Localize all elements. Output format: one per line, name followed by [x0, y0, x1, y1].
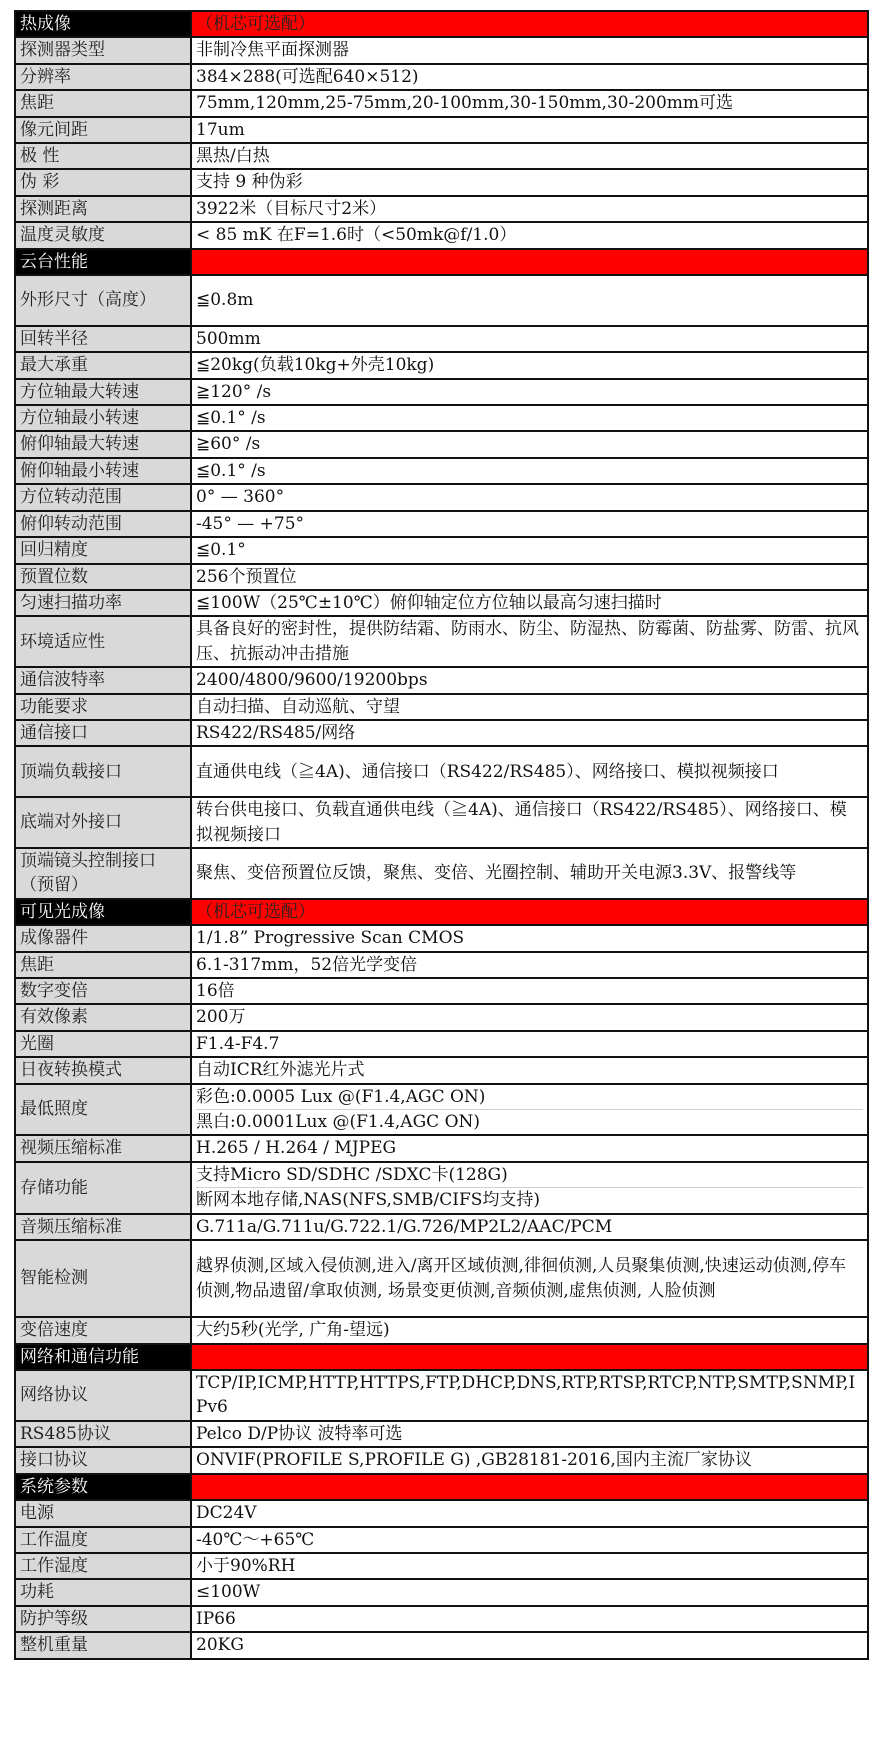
spec-label: 成像器件 — [15, 925, 191, 951]
spec-value — [191, 537, 868, 563]
spec-label: 最低照度 — [15, 1084, 191, 1136]
section-title: 云台性能 — [15, 249, 191, 275]
spec-label: 顶端负载接口 — [15, 746, 191, 797]
spec-value-line: 1/1.8” Progressive Scan CMOS — [196, 928, 465, 949]
spec-value-line: 256个预置位 — [196, 566, 297, 587]
spec-value-line: ≦0.1° /s — [196, 460, 266, 481]
spec-value-line: < 85 mK 在F=1.6时（<50mk@f/1.0） — [196, 225, 517, 246]
spec-value — [191, 667, 868, 693]
spec-row — [15, 616, 868, 667]
spec-value — [191, 511, 868, 537]
spec-value — [191, 222, 868, 248]
spec-value — [191, 1004, 868, 1030]
spec-value-line: 6.1-317mm，52倍光学变倍 — [196, 954, 418, 975]
spec-row — [15, 1500, 868, 1526]
spec-value — [191, 431, 868, 457]
spec-label: 俯仰转动范围 — [15, 511, 191, 537]
spec-value-line: 20KG — [196, 1635, 244, 1656]
spec-label: 回归精度 — [15, 537, 191, 563]
spec-value — [191, 952, 868, 978]
spec-value — [191, 1500, 868, 1526]
spec-row — [15, 848, 868, 899]
spec-value-line: ≦20kg(负载10kg+外壳10kg) — [196, 355, 435, 376]
section-title: 网络和通信功能 — [15, 1344, 191, 1370]
spec-row — [15, 1553, 868, 1579]
spec-value — [191, 848, 868, 899]
section-note: （机芯可选配） — [191, 899, 868, 925]
spec-label: 伪 彩 — [15, 169, 191, 195]
spec-row — [15, 484, 868, 510]
spec-row — [15, 720, 868, 746]
spec-value-line: ≧60° /s — [196, 434, 261, 455]
spec-value-line: 支持Micro SD/SDHC /SDXC卡(128G) — [196, 1164, 508, 1185]
section-header — [15, 1344, 868, 1370]
spec-row — [15, 1447, 868, 1473]
spec-label: 功耗 — [15, 1579, 191, 1605]
section-header — [15, 249, 868, 275]
spec-value-line: 3922米（目标尺寸2米） — [196, 198, 387, 219]
section-note — [191, 1474, 868, 1500]
spec-value-line: 聚焦、变倍预置位反馈，聚焦、变倍、光圈控制、辅助开关电源3.3V、报警线等 — [196, 863, 797, 884]
spec-row — [15, 1057, 868, 1083]
spec-value — [191, 1579, 868, 1605]
section-title: 可见光成像 — [15, 899, 191, 925]
spec-label: 音频压缩标准 — [15, 1214, 191, 1240]
spec-label: 方位转动范围 — [15, 484, 191, 510]
spec-label: 底端对外接口 — [15, 797, 191, 848]
spec-value — [191, 1447, 868, 1473]
spec-row — [15, 326, 868, 352]
spec-row — [15, 275, 868, 326]
spec-row — [15, 1135, 868, 1161]
spec-row — [15, 1421, 868, 1447]
spec-table — [14, 10, 869, 1660]
spec-row — [15, 1370, 868, 1421]
spec-value-line: H.265 / H.264 / MJPEG — [196, 1138, 397, 1159]
spec-row — [15, 952, 868, 978]
spec-label: 环境适应性 — [15, 616, 191, 667]
spec-row — [15, 458, 868, 484]
spec-label: 整机重量 — [15, 1632, 191, 1658]
spec-label: 预置位数 — [15, 564, 191, 590]
spec-value — [191, 694, 868, 720]
spec-value-line: ONVIF(PROFILE S,PROFILE G) ,GB28181-2016,国内主流厂家协议 — [196, 1450, 752, 1471]
spec-value-line: F1.4-F4.7 — [196, 1033, 280, 1054]
spec-label: 数字变倍 — [15, 978, 191, 1004]
spec-value-line: 直通供电线（≧4A)、通信接口（RS422/RS485）、网络接口、模拟视频接口 — [196, 761, 779, 782]
spec-value-line: TCP/IP,ICMP,HTTP,HTTPS,FTP,DHCP,DNS,RTP,RTSP,RTCP,NTP,SMTP,SNMP,IPv6 — [196, 1373, 856, 1418]
spec-row — [15, 797, 868, 848]
spec-value — [191, 1135, 868, 1161]
spec-label: 极 性 — [15, 143, 191, 169]
spec-value — [191, 326, 868, 352]
spec-label: 变倍速度 — [15, 1317, 191, 1343]
spec-value-line: IP66 — [196, 1608, 236, 1629]
spec-row — [15, 379, 868, 405]
spec-value — [191, 1240, 868, 1317]
spec-value — [191, 978, 868, 1004]
spec-value — [191, 1527, 868, 1553]
spec-label: 工作温度 — [15, 1527, 191, 1553]
section-title: 系统参数 — [15, 1474, 191, 1500]
spec-label: 顶端镜头控制接口（预留） — [15, 848, 191, 899]
spec-label: 像元间距 — [15, 117, 191, 143]
spec-row — [15, 169, 868, 195]
spec-value-line: 自动ICR红外滤光片式 — [196, 1060, 365, 1081]
spec-row — [15, 1632, 868, 1658]
spec-value — [191, 458, 868, 484]
section-header — [15, 899, 868, 925]
spec-value — [191, 616, 868, 667]
spec-row — [15, 431, 868, 457]
spec-value-line: 200万 — [196, 1007, 246, 1028]
spec-label: 防护等级 — [15, 1606, 191, 1632]
spec-label: 温度灵敏度 — [15, 222, 191, 248]
spec-value — [191, 1370, 868, 1421]
spec-row — [15, 537, 868, 563]
spec-value-line: ≦0.1° — [196, 540, 246, 561]
spec-value — [191, 196, 868, 222]
spec-row — [15, 1317, 868, 1343]
spec-value-line: 16倍 — [196, 981, 235, 1001]
spec-row — [15, 1579, 868, 1605]
spec-row — [15, 925, 868, 951]
spec-row — [15, 222, 868, 248]
spec-row — [15, 117, 868, 143]
spec-label: 工作湿度 — [15, 1553, 191, 1579]
spec-label: 光圈 — [15, 1031, 191, 1057]
spec-value-line: 彩色:0.0005 Lux @(F1.4,AGC ON) — [196, 1086, 486, 1107]
spec-value-line: 大约5秒(光学, 广角-望远) — [196, 1320, 390, 1341]
spec-label: 最大承重 — [15, 352, 191, 378]
spec-value-line: 具备良好的密封性，提供防结霜、防雨水、防尘、防湿热、防霉菌、防盐雾、防雷、抗风压、抗振动冲击措施 — [196, 619, 859, 664]
spec-value — [191, 1606, 868, 1632]
spec-value-line: DC24V — [196, 1503, 257, 1524]
spec-label: 网络协议 — [15, 1370, 191, 1421]
spec-row — [15, 90, 868, 116]
spec-table-body — [15, 11, 868, 1659]
spec-label: 探测器类型 — [15, 37, 191, 63]
spec-value — [191, 1553, 868, 1579]
spec-label: 回转半径 — [15, 326, 191, 352]
spec-row — [15, 694, 868, 720]
spec-value-line: 500mm — [196, 328, 261, 349]
spec-label: 存储功能 — [15, 1162, 191, 1214]
spec-value — [191, 352, 868, 378]
spec-value — [191, 484, 868, 510]
spec-label: 智能检测 — [15, 1240, 191, 1317]
spec-row — [15, 1162, 868, 1214]
spec-label: 探测距离 — [15, 196, 191, 222]
spec-label: 方位轴最大转速 — [15, 379, 191, 405]
spec-value-line: -45° — +75° — [196, 513, 305, 534]
spec-label: 通信波特率 — [15, 667, 191, 693]
spec-value — [191, 90, 868, 116]
spec-value-line: 384×288(可选配640×512) — [196, 66, 419, 87]
spec-row — [15, 667, 868, 693]
spec-row — [15, 1214, 868, 1240]
spec-value — [191, 1057, 868, 1083]
spec-row — [15, 1527, 868, 1553]
spec-label: 有效像素 — [15, 1004, 191, 1030]
spec-row — [15, 1240, 868, 1317]
spec-row — [15, 1084, 868, 1136]
spec-value — [191, 720, 868, 746]
spec-value-line: 黑热/白热 — [196, 146, 270, 167]
spec-value-line: 黑白:0.0001Lux @(F1.4,AGC ON) — [196, 1109, 863, 1134]
spec-row — [15, 590, 868, 616]
spec-value-line: Pelco D/P协议 波特率可选 — [196, 1423, 403, 1444]
spec-label: 俯仰轴最小转速 — [15, 458, 191, 484]
section-note — [191, 1344, 868, 1370]
spec-label: RS485协议 — [15, 1421, 191, 1447]
spec-value — [191, 1214, 868, 1240]
spec-value-line: 0° — 360° — [196, 487, 285, 508]
spec-row — [15, 352, 868, 378]
spec-value — [191, 64, 868, 90]
spec-value-line: 非制冷焦平面探测器 — [196, 40, 349, 61]
spec-value — [191, 925, 868, 951]
spec-value — [191, 379, 868, 405]
spec-value-line: 断网本地存储,NAS(NFS,SMB/CIFS均支持) — [196, 1187, 863, 1212]
section-header — [15, 11, 868, 37]
section-note — [191, 249, 868, 275]
spec-row — [15, 143, 868, 169]
spec-label: 视频压缩标准 — [15, 1135, 191, 1161]
spec-value-line: 17um — [196, 119, 245, 140]
spec-value — [191, 797, 868, 848]
spec-value-line: -40℃～+65℃ — [196, 1529, 315, 1550]
spec-value-line: 2400/4800/9600/19200bps — [196, 670, 428, 691]
spec-row — [15, 196, 868, 222]
spec-value — [191, 117, 868, 143]
section-title: 热成像 — [15, 11, 191, 37]
spec-value-line: 75mm,120mm,25-75mm,20-100mm,30-150mm,30-200mm可选 — [196, 93, 734, 114]
spec-value — [191, 564, 868, 590]
spec-value-line: G.711a/G.711u/G.722.1/G.726/MP2L2/AAC/PCM — [196, 1216, 613, 1237]
spec-label: 方位轴最小转速 — [15, 405, 191, 431]
spec-value-line: 支持 9 种伪彩 — [196, 172, 303, 193]
spec-row — [15, 978, 868, 1004]
spec-label: 俯仰轴最大转速 — [15, 431, 191, 457]
spec-value — [191, 143, 868, 169]
spec-value — [191, 37, 868, 63]
spec-value-line: ≤100W — [196, 1582, 261, 1603]
spec-value — [191, 746, 868, 797]
spec-value-line: 转台供电接口、负载直通供电线（≧4A)、通信接口（RS422/RS485）、网络接口、模拟视频接口 — [196, 800, 847, 845]
spec-row — [15, 1031, 868, 1057]
section-note: （机芯可选配） — [191, 11, 868, 37]
spec-value — [191, 1162, 868, 1214]
spec-row — [15, 37, 868, 63]
spec-label: 电源 — [15, 1500, 191, 1526]
spec-value — [191, 1632, 868, 1658]
spec-label: 外形尺寸（高度） — [15, 275, 191, 326]
spec-value-line: ≦0.8m — [196, 290, 254, 311]
spec-row — [15, 746, 868, 797]
spec-row — [15, 1004, 868, 1030]
spec-value — [191, 590, 868, 616]
spec-value-line: RS422/RS485/网络 — [196, 722, 356, 743]
spec-value — [191, 1031, 868, 1057]
spec-value-line: 自动扫描、自动巡航、守望 — [196, 696, 400, 717]
spec-value — [191, 169, 868, 195]
section-header — [15, 1474, 868, 1500]
spec-label: 日夜转换模式 — [15, 1057, 191, 1083]
spec-label: 通信接口 — [15, 720, 191, 746]
spec-label: 焦距 — [15, 952, 191, 978]
spec-value-line: ≧120° /s — [196, 381, 272, 402]
spec-value — [191, 1084, 868, 1136]
spec-value — [191, 405, 868, 431]
spec-label: 功能要求 — [15, 694, 191, 720]
spec-value — [191, 275, 868, 326]
spec-row — [15, 564, 868, 590]
spec-value-line: 小于90%RH — [196, 1555, 296, 1576]
spec-value — [191, 1421, 868, 1447]
spec-value-line: ≦0.1° /s — [196, 408, 266, 429]
spec-value-line: 越界侦测,区域入侵侦测,进入/离开区域侦测,徘徊侦测,人员聚集侦测,快速运动侦测,停车侦测,物品遗留/拿取侦测, 场景变更侦测,音频侦测,虚焦侦测, 人脸侦测 — [196, 1256, 847, 1301]
spec-label: 分辨率 — [15, 64, 191, 90]
spec-value-line: ≦100W（25℃±10℃）俯仰轴定位方位轴以最高匀速扫描时 — [196, 592, 662, 613]
spec-label: 匀速扫描功率 — [15, 590, 191, 616]
spec-row — [15, 1606, 868, 1632]
spec-row — [15, 511, 868, 537]
spec-row — [15, 64, 868, 90]
spec-label: 接口协议 — [15, 1447, 191, 1473]
spec-value — [191, 1317, 868, 1343]
spec-row — [15, 405, 868, 431]
spec-label: 焦距 — [15, 90, 191, 116]
